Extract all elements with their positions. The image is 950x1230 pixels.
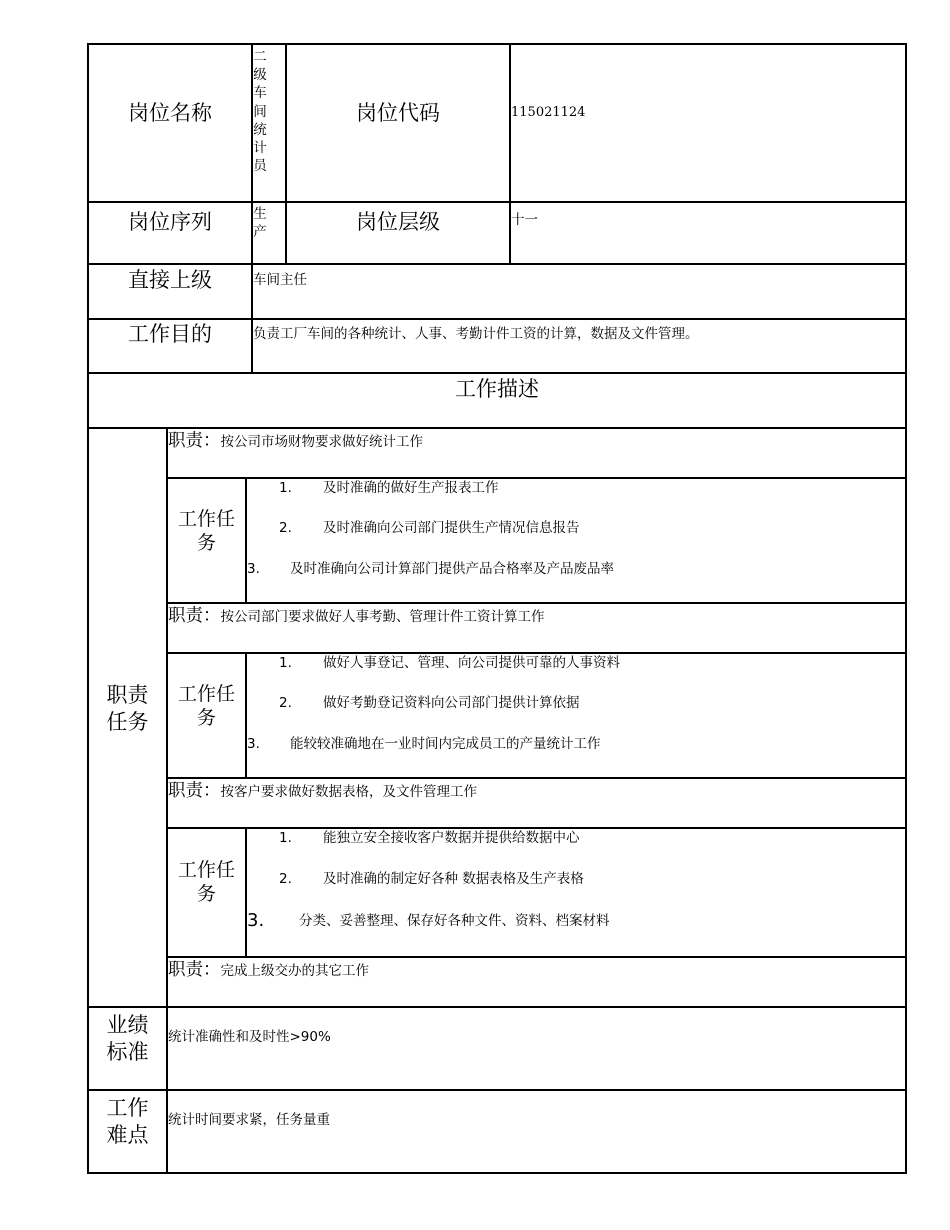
difficulty-label: 工作 难点 [106,1096,149,1147]
col-divider [509,43,511,265]
superior-label: 直接上级 [128,268,212,292]
table-border-bottom [87,1172,907,1174]
row-divider [87,1089,907,1091]
task-number: 1. [279,655,292,671]
task-number: 1. [279,480,292,496]
task-number: 2. [279,871,292,887]
purpose-label: 工作目的 [128,322,212,346]
task-text: 做好人事登记、管理、向公司提供可靠的人事资料 [323,655,620,671]
task-text: 分类、妥善整理、保存好各种文件、资料、档案材料 [299,913,610,929]
duty-prefix: 职责： [168,960,221,980]
post-name-value: 二级车间统计员 [253,49,267,175]
col-divider [245,652,247,779]
row-divider [87,427,907,429]
row-divider [87,263,907,265]
duties-label-line1: 职责 [106,683,149,707]
post-series-label: 岗位序列 [128,210,212,234]
difficulty-value: 统计时间要求紧，任务量重 [168,1112,330,1128]
task-number: 1. [279,830,292,846]
task-text: 做好考勤登记资料向公司部门提供计算依据 [323,695,580,711]
task-number: 2. [279,520,292,536]
duty-prefix: 职责： [168,781,221,801]
description-title: 工作描述 [455,377,539,401]
post-name-label: 岗位名称 [128,101,212,125]
task-text: 及时准确的制定好各种 数据表格及生产表格 [323,871,584,887]
duty-text: 按公司市场财物要求做好统计工作 [220,434,423,450]
performance-value: 统计准确性和及时性>90% [168,1029,331,1045]
duties-label [89,682,166,736]
duty-text: 完成上级交办的其它工作 [220,963,369,979]
task-label: 工作任 务 [177,508,235,554]
row-divider [87,201,907,203]
duty-row [168,962,369,980]
task-label: 工作任 务 [177,859,235,905]
post-code-label: 岗位代码 [356,101,440,125]
duty-row [168,433,423,451]
duty-prefix: 职责： [168,606,221,626]
row-divider [166,777,907,779]
post-level-value: 十一 [511,212,538,228]
task-label: 工作任 务 [177,683,235,729]
col-divider [245,827,247,958]
row-divider [166,477,907,479]
row-divider [166,602,907,604]
superior-value: 车间主任 [253,272,307,288]
duty-row [168,608,545,626]
row-divider [166,956,907,958]
row-divider [166,652,907,654]
duty-text: 按公司部门要求做好人事考勤、管理计件工资计算工作 [220,609,545,625]
row-divider [87,372,907,374]
duty-row [168,783,477,801]
task-text: 能较较准确地在一业时间内完成员工的产量统计工作 [290,736,601,752]
task-number: 2. [279,695,292,711]
row-divider [87,1006,907,1008]
task-number: 3. [247,910,265,931]
task-text: 及时准确向公司计算部门提供产品合格率及产品废品率 [290,561,614,577]
table-border-right [905,43,907,1174]
post-code-value: 115021124 [511,105,586,120]
performance-label: 业绩 标准 [106,1013,149,1064]
purpose-value: 负责工厂车间的各种统计、人事、考勤计件工资的计算，数据及文件管理。 [253,326,699,342]
task-text: 及时准确的做好生产报表工作 [323,480,499,496]
post-level-label: 岗位层级 [356,210,440,234]
col-divider [245,477,247,604]
post-series-value: 生产 [253,206,267,241]
duties-label-line2: 任务 [106,710,149,734]
task-text: 及时准确向公司部门提供生产情况信息报告 [323,520,580,536]
row-divider [166,827,907,829]
row-divider [87,318,907,320]
task-text: 能独立安全接收客户数据并提供给数据中心 [323,830,580,846]
duty-text: 按客户要求做好数据表格，及文件管理工作 [220,784,477,800]
duty-prefix: 职责： [168,431,221,451]
table-border-top [87,43,907,45]
task-number: 3. [247,736,260,752]
task-number: 3. [247,561,260,577]
